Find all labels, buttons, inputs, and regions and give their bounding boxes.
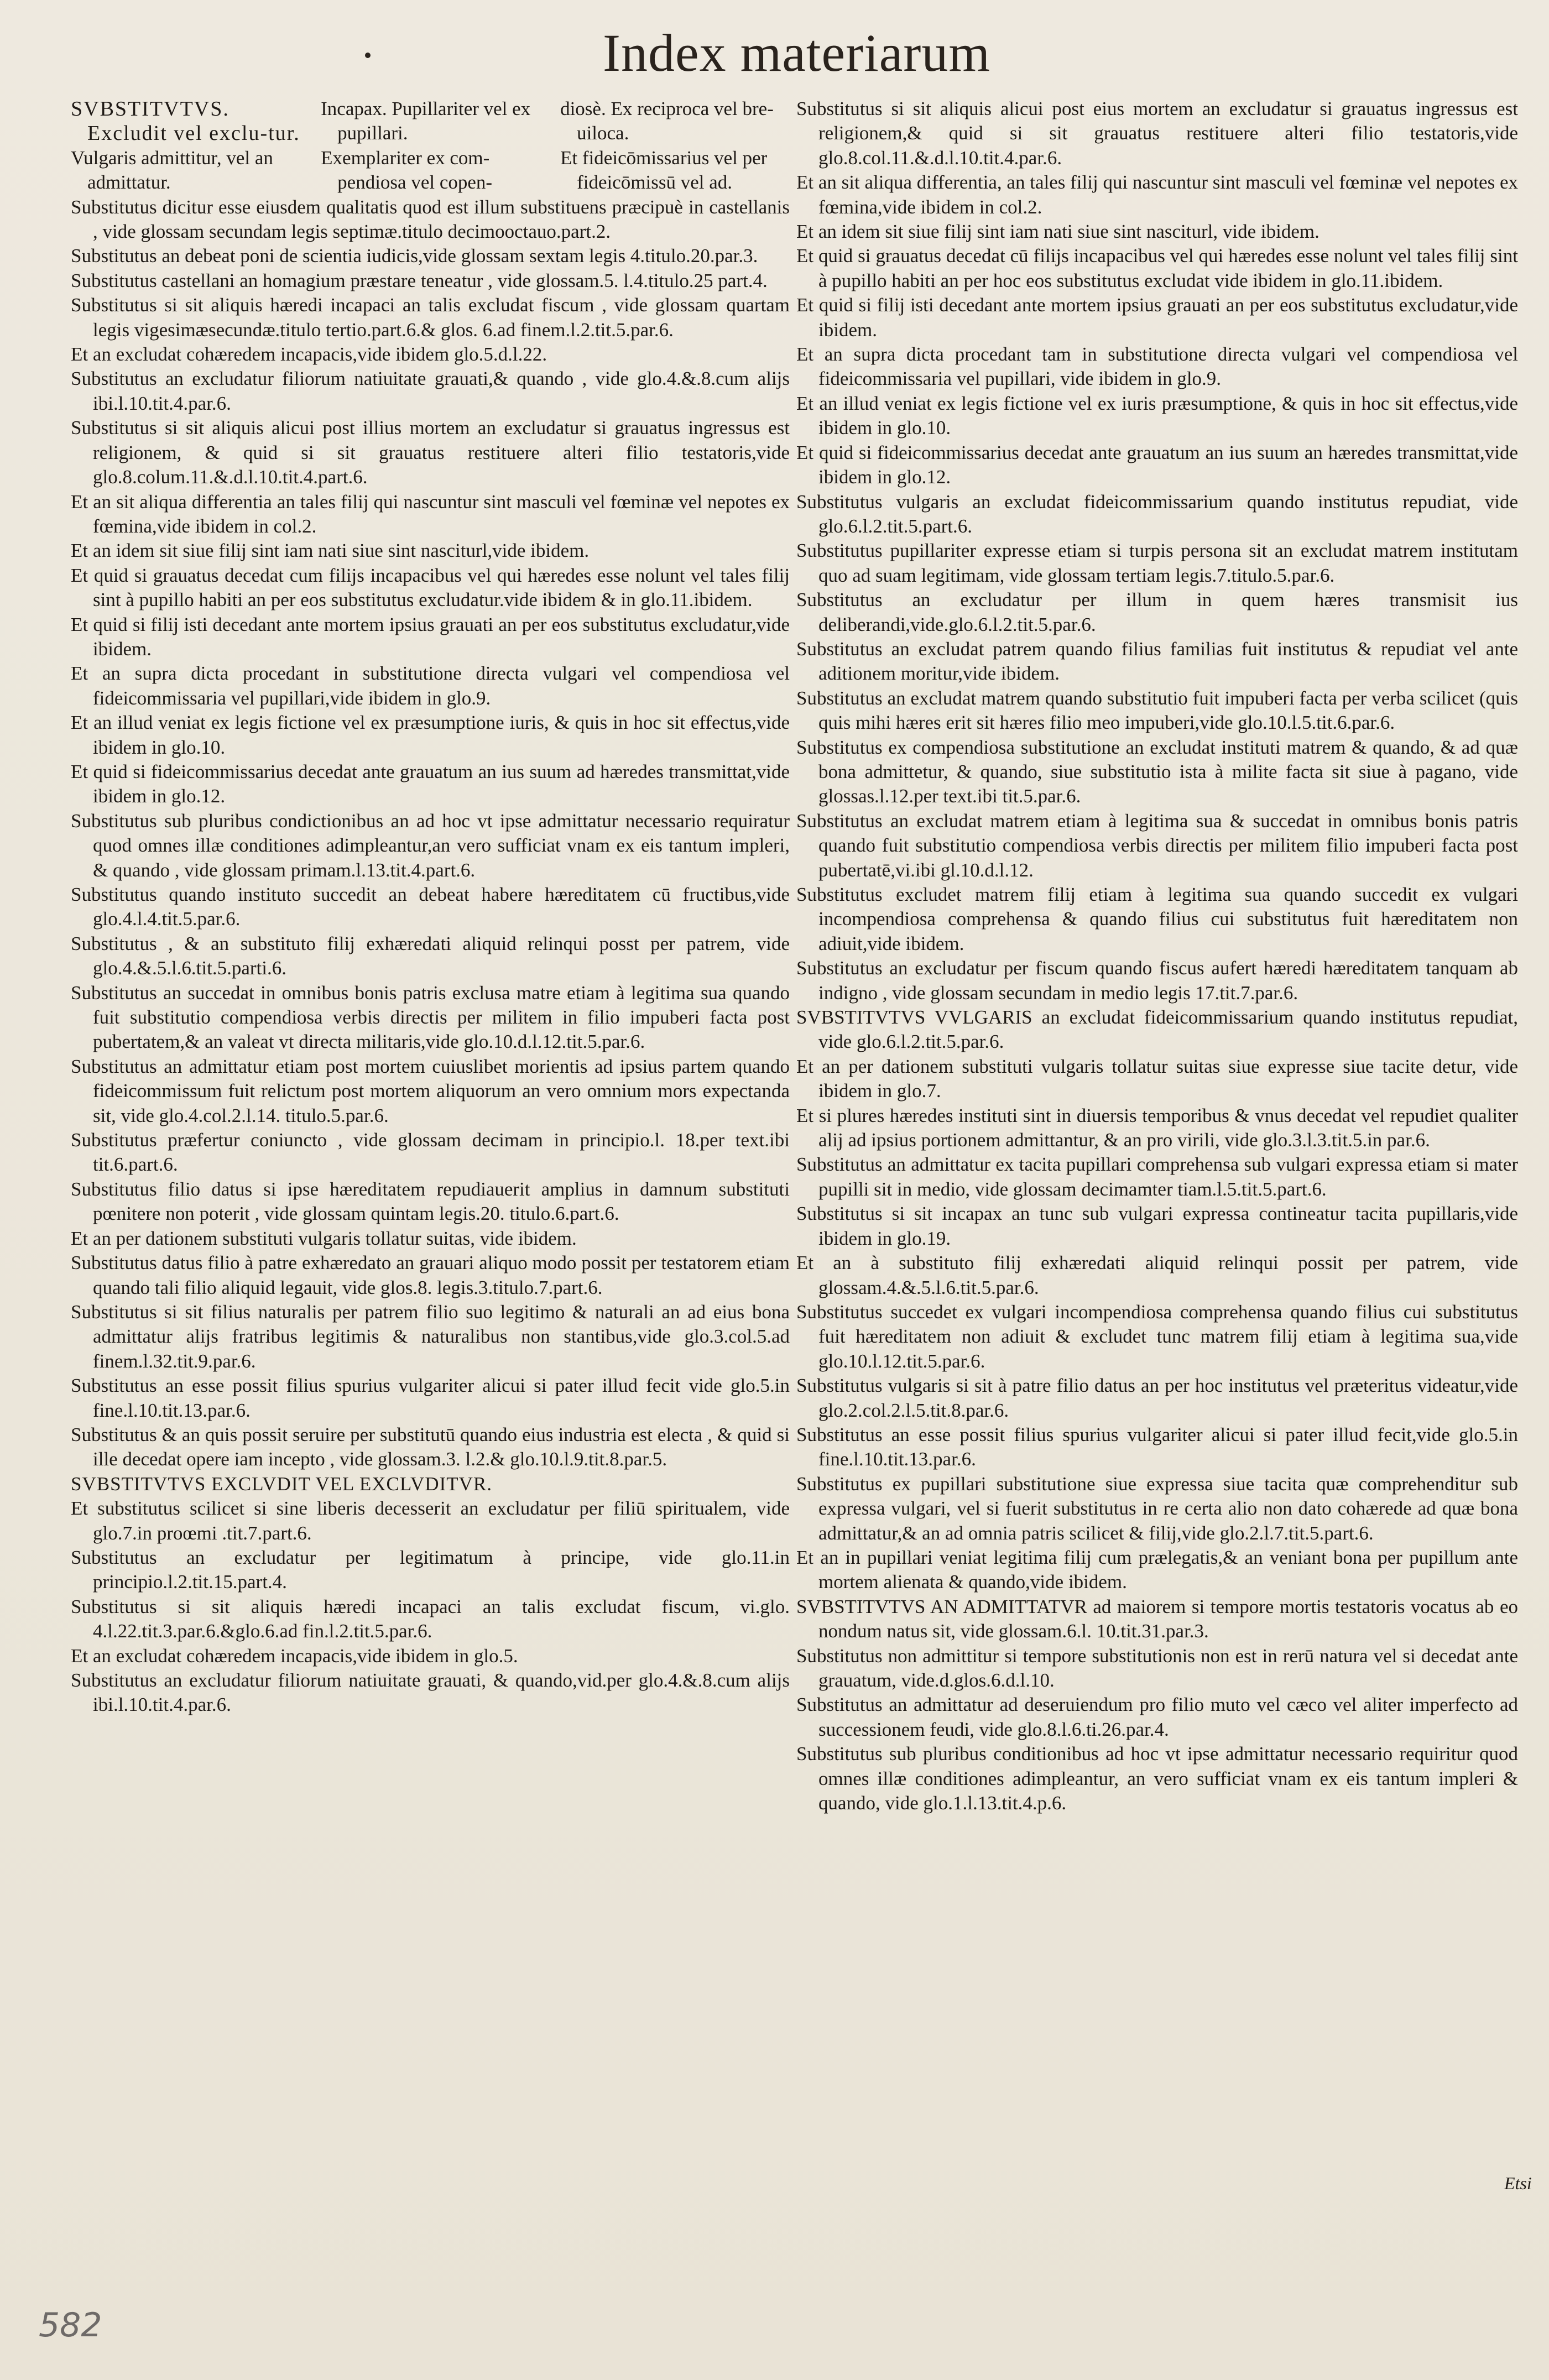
index-entry: Et quid si filij isti decedant ante mortem ipsius grauati an per eos substitutus excludatur,vide ibidem. bbox=[71, 613, 790, 660]
index-entry: Substitutus pupillariter expresse etiam si turpis persona sit an excludat matrem institutam quo ad suam legitimam, vide glossam tertiam legis.7.titulo.5.par.6. bbox=[796, 540, 1518, 586]
top-block-cell: diosè. Ex reciproca vel bre-uiloca. bbox=[560, 98, 774, 144]
top-block-cell: SVBSTITVTVS. Excludit vel exclu-tur. bbox=[71, 97, 300, 145]
section-heading: SVBSTITVTVS AN ADMITTATVR bbox=[796, 1595, 1087, 1617]
index-entry: Substitutus an excludat patrem quando filius familias fuit institutus & repudiat vel ante aditionem moritur,vide ibidem. bbox=[796, 638, 1518, 685]
index-entry: Substitutus vulgaris si sit à patre filio datus an per hoc institutus vel præteritus videatur,vide glo.2.col.2.l.5.tit.8.par.6. bbox=[796, 1375, 1518, 1421]
index-entry: Substitutus an debeat poni de scientia iudicis,vide glossam sextam legis 4.titulo.20.par.3. bbox=[71, 245, 758, 267]
index-entry: Et an illud veniat ex legis fictione vel ex præsumptione iuris, & quis in hoc sit effectus,vide ibidem in glo.10. bbox=[71, 712, 790, 758]
index-entry: Substitutus præfertur coniuncto , vide glossam decimam in principio.l. 18.per text.ibi tit.6.part.6. bbox=[71, 1129, 790, 1176]
section-entry bbox=[796, 1005, 1518, 1055]
catchword: Etsi bbox=[1504, 2173, 1532, 2193]
index-entry: Substitutus an excludatur filiorum natiuitate grauati,& quando , vide glo.4.&.8.cum alijs ibi.l.10.tit.4.par.6. bbox=[71, 368, 790, 414]
right-column bbox=[796, 97, 1518, 1815]
top-block-cell: Incapax. Pupillariter vel ex pupillari. bbox=[321, 98, 531, 144]
index-entry: Substitutus sub pluribus conditionibus ad hoc vt ipse admittatur necessario requiritur quod omnes illæ conditiones adimpleantur, an vero sufficiat vnam ex eis tantum impleri & quando, vide glo.1.l.13.tit.4.p.6. bbox=[796, 1743, 1518, 1814]
index-entry: Substitutus quando instituto succedit an debeat habere hæreditatem cū fructibus,vide glo.4.l.4.tit.5.par.6. bbox=[71, 884, 790, 930]
page-title: Index materiarum bbox=[603, 23, 991, 82]
index-entry: Et an supra dicta procedant in substitutione directa vulgari vel compendiosa vel fideicommissaria vel pupillari,vide ibidem in glo.9. bbox=[71, 662, 790, 709]
right-entries-2 bbox=[796, 1055, 1518, 1595]
top-block-cell: Et fideicōmissarius vel per fideicōmissū vel ad. bbox=[560, 147, 768, 194]
index-entry: Et an idem sit siue filij sint iam nati siue sint nasciturl,vide ibidem. bbox=[71, 540, 590, 562]
left-entries-2 bbox=[71, 1496, 790, 1718]
top-block-row1 bbox=[71, 97, 790, 146]
top-block-row2 bbox=[71, 146, 790, 195]
index-entry: Substitutus an excludatur per fiscum quando fiscus aufert hæredi hæreditatem tanquam ab indigno , vide glossam secundam in medio legis 17.tit.7.par.6. bbox=[796, 957, 1518, 1004]
index-entry: Et quid si fideicommissarius decedat ante grauatum an ius suum ad hæredes transmittat,vide ibidem in glo.12. bbox=[71, 760, 790, 807]
index-entry: Substitutus si sit aliquis alicui post eius mortem an excludatur si grauatus ingressus est religionem,& quid si sit grauatus restituere alteri filio testatoris,vide glo.8.col.11.&.d.l.10.tit.4.par.6. bbox=[796, 98, 1518, 169]
index-entry: Substitutus datus filio à patre exhæredato an grauari aliquo modo possit per testatorem etiam quando tali filio aliquid legauit, vide glos.8. legis.3.titulo.7.part.6. bbox=[71, 1252, 790, 1298]
index-entry: Substitutus an excludatur per illum in quem hæres transmisit ius deliberandi,vide.glo.6.l.2.tit.5.par.6. bbox=[796, 589, 1518, 635]
index-entry: Substitutus & an quis possit seruire per substitutū quando eius industria est electa , & quid si ille decedat opere iam incepto , vide glossam.3. l.2.& glo.10.l.9.tit.8.par.5. bbox=[71, 1423, 790, 1470]
index-entry: Substitutus an admittatur ex tacita pupillari comprehensa sub vulgari expressa etiam si mater pupilli sit in medio, vide glossam decimamter tiam.l.5.tit.5.part.6. bbox=[796, 1154, 1518, 1200]
index-entry: Substitutus succedet ex vulgari incompendiosa comprehensa quando filius cui substitutus fuit hæreditatem non adiuit & excludet tunc matrem filij etiam à legitima sua,vide glo.10.l.12.tit.5.par.6. bbox=[796, 1301, 1518, 1372]
index-entry: Et an excludat cohæredem incapacis,vide ibidem glo.5.d.l.22. bbox=[71, 343, 547, 366]
index-entry: Et quid si filij isti decedant ante mortem ipsius grauati an per eos substitutus excludatur,vide ibidem. bbox=[796, 294, 1518, 341]
index-entry: Substitutus dicitur esse eiusdem qualitatis quod est illum substituens præcipuè in castellanis , vide glossam secundam legis septimæ.titulo decimooctauo.part.2. bbox=[71, 196, 790, 243]
index-entry: Substitutus non admittitur si tempore substitutionis non est in rerū natura vel si decedat ante grauatum, vide.d.glos.6.d.l.10. bbox=[796, 1645, 1518, 1691]
index-entry: Substitutus si sit incapax an tunc sub vulgari expressa contineatur tacita pupillaris,vide ibidem in glo.19. bbox=[796, 1203, 1518, 1249]
ornament-dot bbox=[365, 53, 371, 58]
index-entry: Substitutus ex compendiosa substitutione an excludat instituti matrem & quando, & ad quæ bona admittetur, & quando, siue substitutio ista à milite facta sit siue à pagano, vide glossas.l.12.per text.ibi tit.5.par.6. bbox=[796, 736, 1518, 807]
index-entry: Et an illud veniat ex legis fictione vel ex iuris præsumptione, & quis in hoc sit effectus,vide ibidem in glo.10. bbox=[796, 392, 1518, 439]
index-entry: Substitutus ex pupillari substitutione siue expressa siue tacita quæ comprehenditur sub expressa vulgari, vel si fuerit substitutus in re certa alio non dato cohærede ad quæ bona admittatur,& an ad omnia patris scilicet & filij,vide glo.2.l.7.tit.5.part.6. bbox=[796, 1473, 1518, 1544]
index-entry: Substitutus an esse possit filius spurius vulgariter alicui si pater illud fecit vide glo.5.in fine.l.10.tit.13.par.6. bbox=[71, 1375, 790, 1421]
index-entry: Substitutus an esse possit filius spurius vulgariter alicui si pater illud fecit,vide glo.5.in fine.l.10.tit.13.par.6. bbox=[796, 1423, 1518, 1470]
index-entry: Et an per dationem substituti vulgaris tollatur suitas, vide ibidem. bbox=[71, 1227, 577, 1249]
left-entries bbox=[71, 195, 790, 1472]
index-entry: Substitutus , & an substituto filij exhæredati aliquid relinqui posst per patrem, vide glo.4.&.5.l.6.tit.5.parti.6. bbox=[71, 932, 790, 979]
top-block-cell: Vulgaris admittitur, vel an admittatur. bbox=[71, 147, 273, 194]
right-entries bbox=[796, 97, 1518, 1005]
index-entry: Substitutus filio datus si ipse hæreditatem repudiauerit amplius in damnum substituti pœnitere non poterit , vide glossam quintam legis.20. titulo.6.part.6. bbox=[71, 1178, 790, 1225]
index-entry: Substitutus si sit aliquis hæredi incapaci an talis excludat fiscum , vide glossam quartam legis vigesimæsecundæ.titulo tertio.part.6.& glos. 6.ad finem.l.2.tit.5.par.6. bbox=[71, 294, 790, 341]
index-entry: Et quid si grauatus decedat cū filijs incapacibus vel qui hæredes esse nolunt vel tales filij sint à pupillo habiti an per hoc eos substitutus excludat vide ibidem in glo.11.ibidem. bbox=[796, 245, 1518, 291]
index-entry: Substitutus an excludat matrem etiam à legitima sua & succedat in omnibus bonis patris quando fuit substitutio compendiosa verbis directis per militem filio impuberi facta post pubertatē,vi.ibi gl.10.d.l.12. bbox=[796, 810, 1518, 881]
index-entry: Substitutus castellani an homagium præstare teneatur , vide glossam.5. l.4.titulo.25 part.4. bbox=[71, 269, 768, 291]
index-entry: Substitutus an excludatur per legitimatum à principe, vide glo.11.in principio.l.2.tit.15.part.4. bbox=[71, 1546, 790, 1593]
section-heading-text: ad maiorem si tempore mortis testatoris vocatus ab eo nondum natus sit, vide glossam.6.l. 10.tit.31.par.3. bbox=[818, 1595, 1518, 1642]
index-entry: Et an in pupillari veniat legitima filij cum prælegatis,& an veniant bona per pupillum ante mortem alienata & quando,vide ibidem. bbox=[796, 1546, 1518, 1593]
index-entry: Substitutus excludet matrem filij etiam à legitima sua quando succedit ex vulgari incompendiosa comprehensa & quando filius cui substitutus fuit hæreditatem non adiuit,vide ibidem. bbox=[796, 884, 1518, 954]
index-entry: Et an supra dicta procedant tam in substitutione directa vulgari vel compendiosa vel fideicommissaria vel pupillari, vide ibidem in glo.9. bbox=[796, 343, 1518, 390]
section-heading: SVBSTITVTVS EXCLVDIT VEL EXCLVDITVR. bbox=[71, 1473, 492, 1495]
index-entry: Et an idem sit siue filij sint iam nati siue sint nasciturl, vide ibidem. bbox=[796, 221, 1319, 243]
right-entries-3 bbox=[796, 1644, 1518, 1816]
top-block-cell: Exemplariter ex com-pendiosa vel copen- bbox=[321, 147, 493, 194]
index-entry: Et substitutus scilicet si sine liberis decesserit an excludatur per filiū spiritualem, vide glo.7.in proœmi .tit.7.part.6. bbox=[71, 1497, 790, 1544]
section-heading-text: an excludat fideicommissarium quando institutus repudiat, vide glo.6.l.2.tit.5.par.6. bbox=[818, 1006, 1518, 1053]
manuscript-number: 582 bbox=[39, 2306, 102, 2345]
index-entry: Substitutus an admittatur etiam post mortem cuiuslibet morientis ad ipsius partem quando fideicommissum fuit relictum post mortem aliquorum an vero omnium mors expectanda sit, vide glo.4.col.2.l.14. titulo.5.par.6. bbox=[71, 1055, 790, 1126]
index-entry: Substitutus vulgaris an excludat fideicommissarium quando institutus repudiat, vide glo.6.l.2.tit.5.part.6. bbox=[796, 490, 1518, 537]
index-entry: Substitutus an succedat in omnibus bonis patris exclusa matre etiam à legitima sua quando fuit substitutio compendiosa verbis directis per militem in filio impuberi facta post pubertatem,& an valeat vt directa militaris,vide glo.10.d.l.12.tit.5.par.6. bbox=[71, 982, 790, 1053]
index-entry: Substitutus si sit filius naturalis per patrem filio suo legitimo & naturali an ad eius bona admittatur alijs fratribus legitimis & naturalibus non stantibus,vide glo.3.col.5.ad finem.l.32.tit.9.par.6. bbox=[71, 1301, 790, 1372]
index-entry: Substitutus an excludat matrem quando substitutio fuit impuberi facta per verba scilicet (quis quis mihi hæres erit sit hæres filio meo impuberi,vide glo.10.l.5.tit.6.par.6. bbox=[796, 687, 1518, 734]
index-entry: Et an à substituto filij exhæredati aliquid relinqui possit per patrem, vide glossam.4.&.5.l.6.tit.5.par.6. bbox=[796, 1252, 1518, 1298]
index-entry: Substitutus si sit aliquis hæredi incapaci an talis excludat fiscum, vi.glo. 4.l.22.tit.3.par.6.&glo.6.ad fin.l.2.tit.5.par.6. bbox=[71, 1595, 790, 1642]
index-entry: Substitutus si sit aliquis alicui post illius mortem an excludatur si grauatus ingressus est religionem, & quid si sit grauatus restituere alteri filio testatoris,vide glo.8.colum.11.&.d.l.10.tit.4.part.6. bbox=[71, 417, 790, 488]
index-entry: Et si plures hæredes instituti sint in diuersis temporibus & vnus decedat vel repudiet qualiter alij ad ipsius portionem admittantur, & an pro virili, vide glo.3.l.3.tit.5.in par.6. bbox=[796, 1104, 1518, 1151]
index-entry: Et an sit aliqua differentia, an tales filij qui nascuntur sint masculi vel fœminæ vel nepotes ex fœmina,vide ibidem in col.2. bbox=[796, 171, 1518, 218]
left-column bbox=[71, 97, 790, 1718]
index-entry: Et quid si grauatus decedat cum filijs incapacibus vel qui hæredes esse nolunt vel tales filij sint à pupillo habiti an per eos substitutus excludatur.vide ibidem & in glo.11.ibidem. bbox=[71, 564, 790, 611]
index-entry: Substitutus an excludatur filiorum natiuitate grauati, & quando,vid.per glo.4.&.8.cum alijs ibi.l.10.tit.4.par.6. bbox=[71, 1669, 790, 1716]
index-entry: Substitutus an admittatur ad deseruiendum pro filio muto vel cæco vel aliter imperfecto ad successionem feudi, vide glo.8.l.6.ti.26.par.4. bbox=[796, 1694, 1518, 1740]
index-entry: Et quid si fideicommissarius decedat ante grauatum an ius suum an hæredes transmittat,vide ibidem in glo.12. bbox=[796, 441, 1518, 488]
index-entry: Et an sit aliqua differentia an tales filij qui nascuntur sint masculi vel fœminæ vel nepotes ex fœmina,vide ibidem in col.2. bbox=[71, 490, 790, 537]
section-entry bbox=[796, 1595, 1518, 1644]
index-entry: Et an per dationem substituti vulgaris tollatur suitas siue expresse siue tacite detur, vide ibidem in glo.7. bbox=[796, 1055, 1518, 1102]
index-entry: Et an excludat cohæredem incapacis,vide ibidem in glo.5. bbox=[71, 1645, 518, 1667]
section-heading: SVBSTITVTVS VVLGARIS bbox=[796, 1006, 1032, 1029]
index-entry: Substitutus sub pluribus condictionibus an ad hoc vt ipse admittatur necessario requiratur quod omnes illæ conditiones adimpleantur,an vero sufficiat vnam ex eis tantum impleri, & quando , vide glossam primam.l.13.tit.4.part.6. bbox=[71, 810, 790, 881]
